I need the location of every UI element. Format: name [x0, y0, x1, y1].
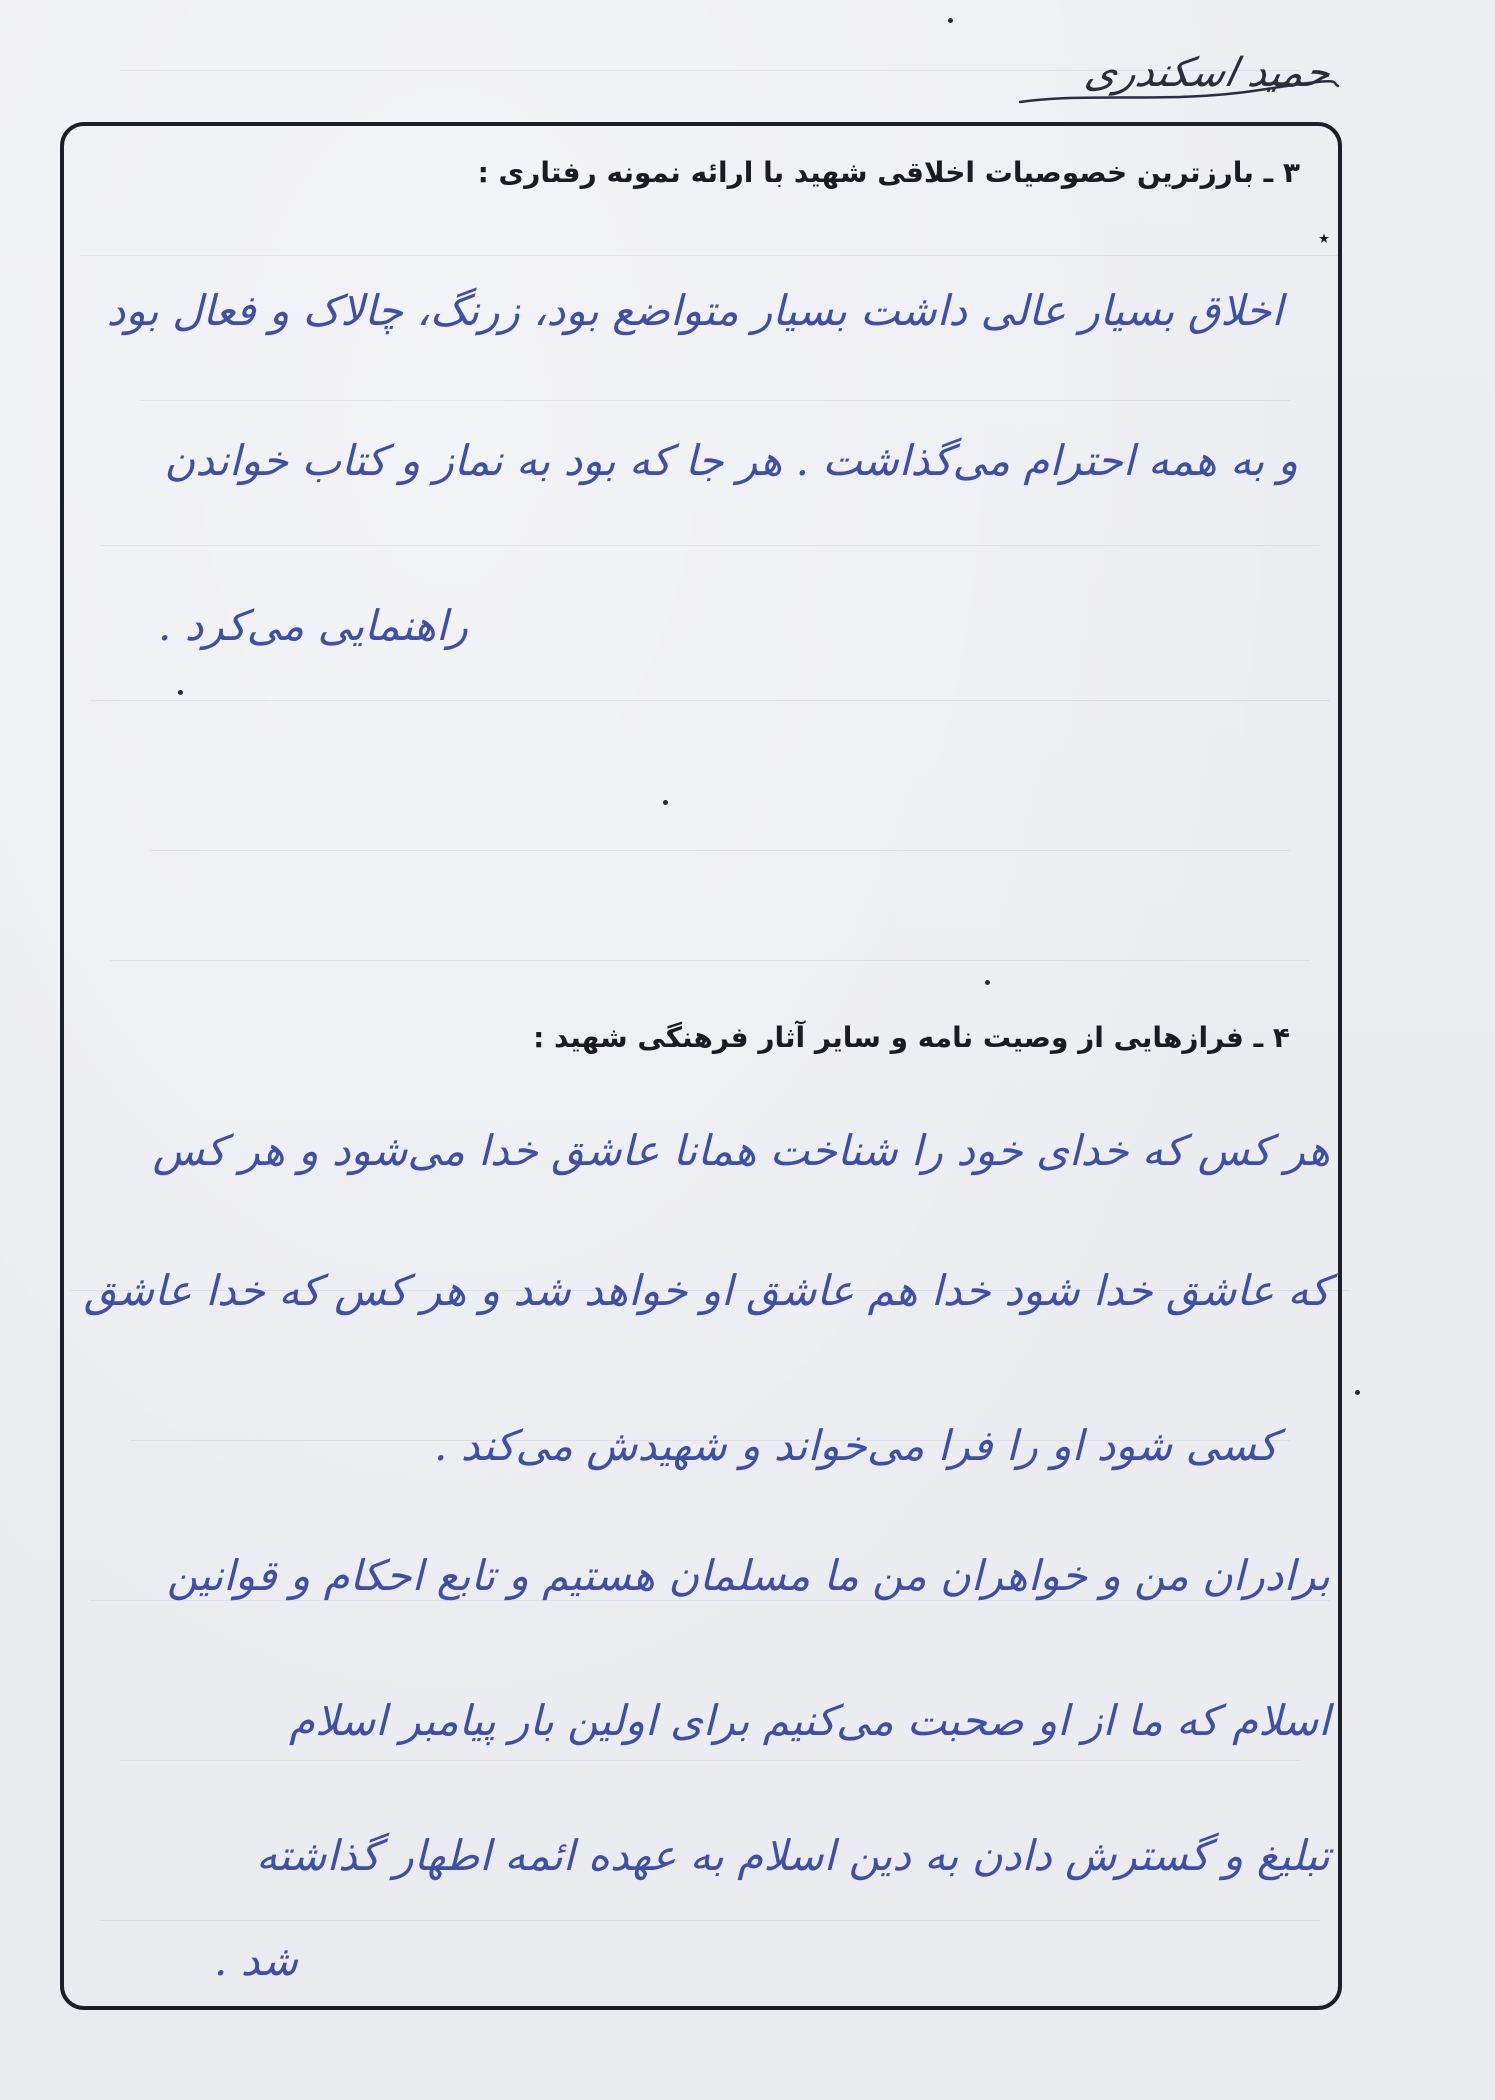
section-3-line: و به همه احترام می‌گذاشت . هر جا که بود به نماز و کتاب خواندن [164, 436, 1298, 485]
section-4-line: شد . [214, 1936, 298, 1985]
section-3-heading: ۳ ـ بارزترین خصوصیات اخلاقی شهید با ارائه نمونه رفتاری : [477, 156, 1300, 189]
scan-speck [948, 18, 953, 23]
section-4-line: کسی شود او را فرا می‌خواند و شهیدش می‌کند . [434, 1421, 1278, 1470]
section-4-line: اسلام که ما از او صحبت می‌کنیم برای اولین بار پیامبر اسلام [289, 1696, 1330, 1745]
section-4-line: هر کس که خدای خود را شناخت همانا عاشق خدا می‌شود و هر کس [152, 1126, 1330, 1175]
content-frame [60, 122, 1342, 2010]
section-3-bullet: ٭ [1318, 226, 1330, 251]
handwritten-signature [1010, 42, 1340, 112]
section-4-heading: ۴ ـ فرازهایی از وصیت نامه و سایر آثار فرهنگی شهید : [533, 1021, 1290, 1054]
section-4-line: تبلیغ و گسترش دادن به دین اسلام به عهده ائمه اطهار گذاشته [256, 1831, 1330, 1880]
section-3-line: اخلاق بسیار عالی داشت بسیار متواضع بود، زرنگ، چالاک و فعال بود [106, 286, 1283, 335]
scan-speck [1355, 1390, 1360, 1395]
section-4-line: که عاشق خدا شود خدا هم عاشق او خواهد شد و هر کس که خدا عاشق [83, 1266, 1330, 1315]
section-3-line: راهنمایی می‌کرد . [158, 601, 468, 650]
section-4-line: برادران من و خواهران من ما مسلمان هستیم و تابع احکام و قوانین [166, 1551, 1330, 1600]
signature-text: حمید اسکندری [1081, 50, 1335, 96]
